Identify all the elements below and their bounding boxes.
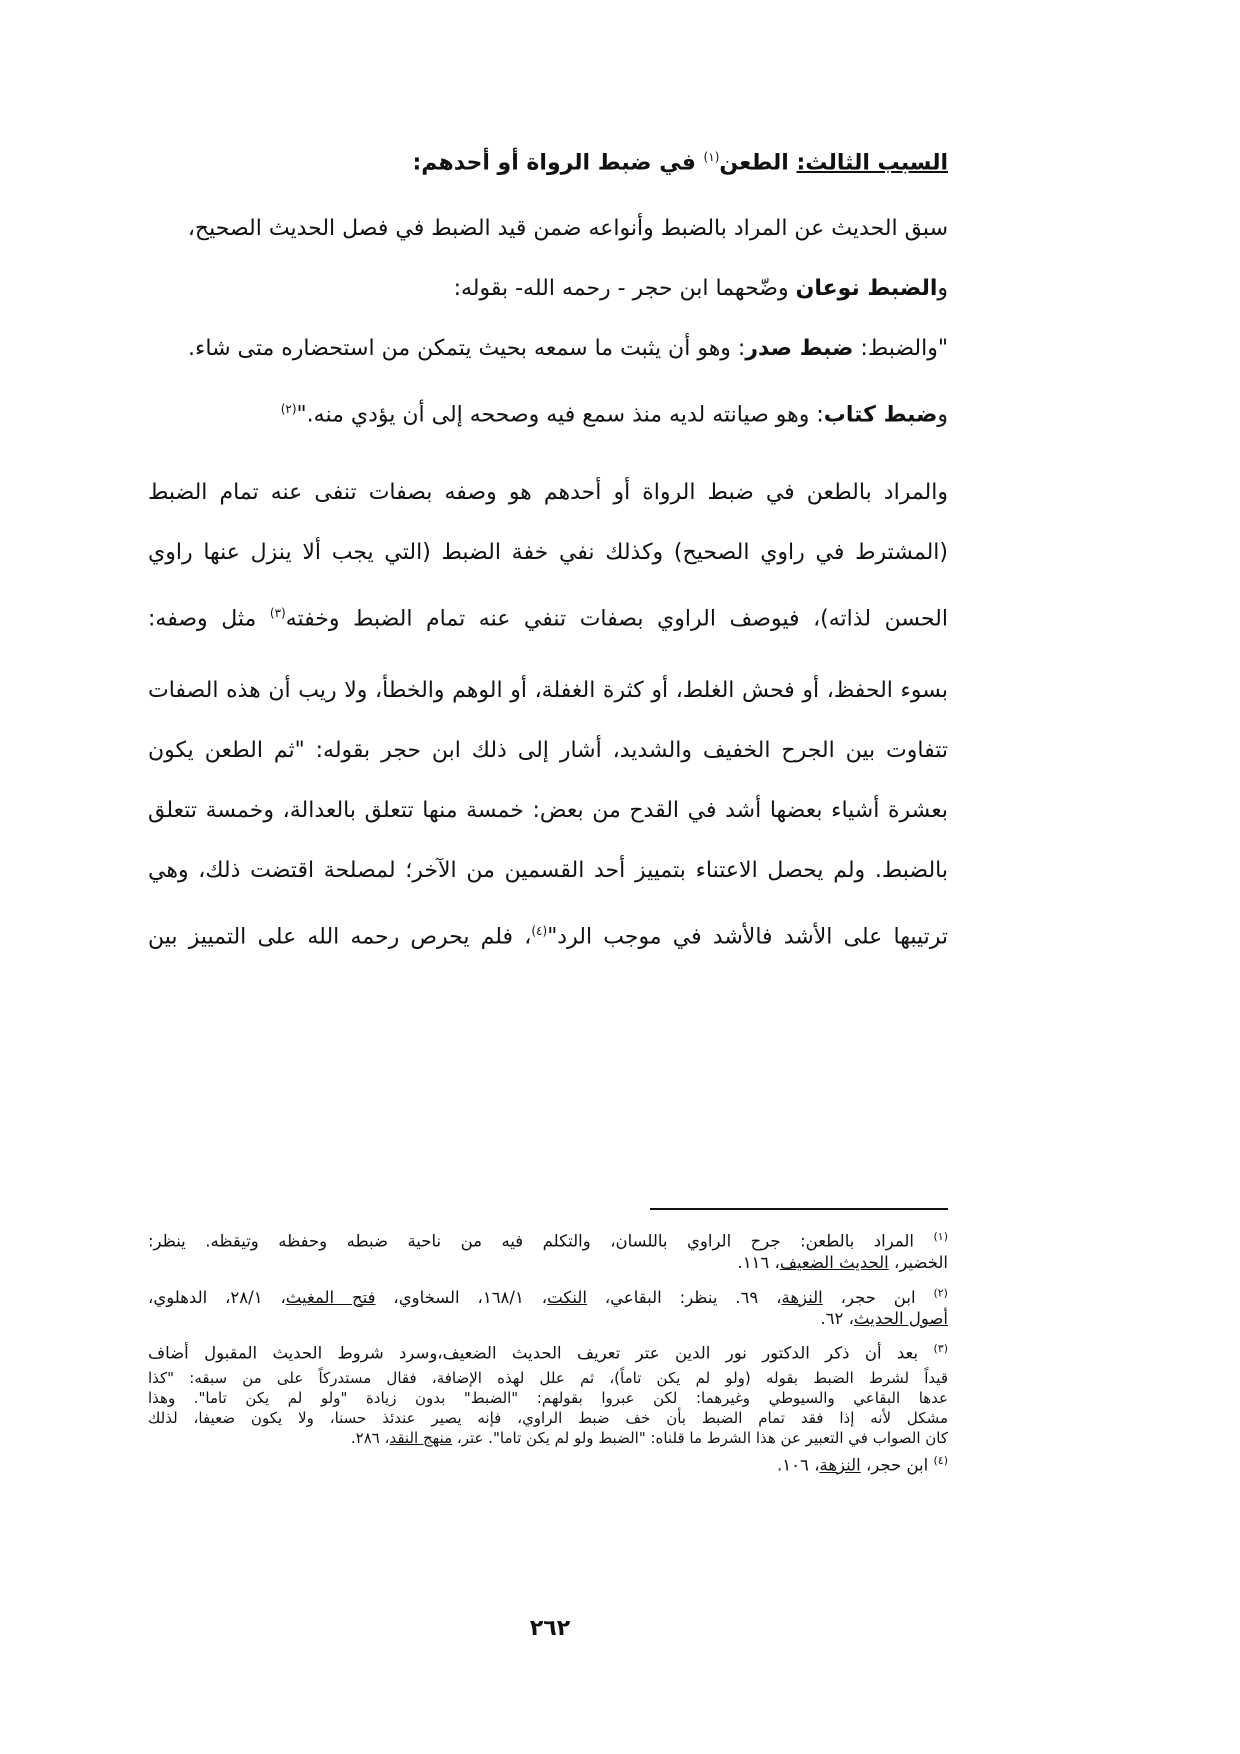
footnote-2-number: (٢) (933, 1286, 948, 1299)
footnote-4 (148, 1450, 948, 1477)
footnote-separator (650, 1208, 948, 1210)
footnote-1-page: ، ١١٦. (737, 1253, 780, 1272)
footnote-4-number: (٤) (933, 1454, 948, 1467)
para3-line5 (148, 916, 948, 952)
footnote-3-line2: قيداً لشرط الضبط بقوله (ولو لم يكن تاماً)، ثم علل لهذه الإضافة، فقال مستدركاً على من سبقه: "كذا (148, 1369, 948, 1387)
footnote-2-author1: ابن حجر، (822, 1287, 934, 1307)
footnote-3-line5-pre: كان الصواب في التعبير عن هذا الشرط ما قلناه: "الضبط ولو لم يكن تاما". عتر، (452, 1429, 948, 1447)
para1-line4-pre: و (937, 402, 948, 428)
footnote-1-text: المراد بالطعن: جرح الراوي باللسان، والتكلم فيه من ناحية ضبطه وحفظه وتيقظه. ينظر: (148, 1231, 934, 1251)
footnote-1-line1 (148, 1226, 948, 1253)
para3-line1: بسوء الحفظ، أو فحش الغلط، أو كثرة الغفلة، أو الوهم والخطأ، ولا ريب أن هذه الصفات (148, 678, 948, 703)
bold-term-dabt-sadr: ضبط صدر (745, 336, 854, 361)
para3-line3: بعشرة أشياء بعضها أشد في القدح من بعض: خمسة منها تتعلق بالعدالة، وخمسة تتعلق (148, 798, 948, 823)
footnote-2-ref3: ، ٢٨/١، الدهلوي، (148, 1287, 286, 1307)
footnote-3-text1: بعد أن ذكر الدكتور نور الدين عتر تعريف الحديث الضعيف،وسرد شروط الحديث المقبول أضاف (148, 1343, 934, 1363)
para2-line3 (148, 598, 948, 634)
footnote-2-book3: فتح المغيث (285, 1287, 376, 1307)
footnote-4-book: النزهة (819, 1455, 861, 1475)
para1-line3 (148, 334, 948, 364)
para2-line3-post: مثل وصفه: (148, 606, 270, 632)
para1-line4 (148, 394, 948, 430)
footnote-2-book1: النزهة (781, 1287, 823, 1307)
footnote-2-book4: أصول الحديث (853, 1309, 948, 1328)
para1-line4-post: : وهو صيانته لديه منذ سمع فيه وصححه إلى أن يؤدي منه." (296, 402, 824, 428)
para3-line4: بالضبط. ولم يحصل الاعتناء بتمييز أحد القسمين من الآخر؛ لمصلحة اقتضت ذلك، وهي (148, 858, 948, 883)
footnote-1-number: (١) (933, 1230, 948, 1243)
footnote-4-author: ابن حجر، (860, 1455, 934, 1475)
footnote-ref-2[interactable]: (٢) (280, 402, 297, 416)
footnote-3-page: ، ٢٨٦. (350, 1429, 390, 1447)
footnote-2-ref2: ، ١٦٨/١، السخاوي، (375, 1287, 548, 1307)
footnote-1-author: الخضير، (888, 1253, 948, 1272)
footnote-1-line2 (148, 1252, 948, 1274)
footnote-3-book: منهج النقد (389, 1429, 453, 1447)
footnote-2-line2 (148, 1308, 948, 1330)
footnote-3-line1 (148, 1338, 948, 1365)
para1-line3-post: : وهو أن يثبت ما سمعه بحيث يتمكن من استحضاره متى شاء. (188, 336, 746, 361)
para2-line3-pre: الحسن لذاته)، فيوصف الراوي بصفات تنفي عنه تمام الضبط وخفته (285, 606, 948, 632)
para3-line2: تتفاوت بين الجرح الخفيف والشديد، أشار إلى ذلك ابن حجر بقوله: "ثم الطعن يكون (148, 738, 948, 763)
para3-line5-pre: ترتيبها على الأشد فالأشد في موجب الرد" (547, 924, 948, 950)
footnote-ref-1[interactable]: (١) (703, 150, 720, 164)
bold-term-dabt-types: الضبط نوعان (795, 276, 938, 301)
para1-line2-pre: و (937, 276, 948, 301)
footnote-3-line4: مشكل لأنه إذا فقد تمام الضبط بأن خف ضبط الراوي، فإنه يصير عندئذ حسنا، ولا يكون ضعيفا، لذلك (148, 1409, 948, 1427)
bold-term-dabt-kitab: ضبط كتاب (823, 402, 938, 428)
para1-line2 (148, 274, 948, 304)
footnote-2-line1 (148, 1282, 948, 1309)
para2-line2: (المشترط في راوي الصحيح) وكذلك نفي خفة الضبط (التي يجب ألا ينزل عنها راوي (148, 540, 948, 565)
footnote-2-book2: النكت (547, 1287, 587, 1307)
footnote-4-page: ، ١٠٦. (777, 1455, 820, 1475)
footnote-3-number: (٣) (933, 1342, 948, 1355)
para1-line3-pre: "والضبط: (853, 336, 948, 361)
section-title-rest: في ضبط الرواة أو أحدهم: (412, 150, 704, 176)
para1-line2-post: وضّحهما ابن حجر - رحمه الله- بقوله: (453, 276, 796, 301)
section-title-term: الطعن (719, 150, 797, 176)
footnote-2-ref1: ، ٦٩. ينظر: البقاعي، (586, 1287, 782, 1307)
page-number: ٢٦٢ (529, 1616, 571, 1641)
footnote-3-line5 (148, 1428, 948, 1448)
para3-line5-post: ، فلم يحرص رحمه الله على التمييز بين (148, 924, 532, 950)
section-title-label: السبب الثالث: (796, 150, 948, 176)
para2-line1: والمراد بالطعن في ضبط الرواة أو أحدهم هو وصفه بصفات تنفى عنه تمام الضبط (148, 480, 948, 505)
footnote-3-line3: عدها البقاعي والسيوطي وغيرهما: لكن عبروا بقولهم: "الضبط" بدون زيادة "ولو لم يكن تاما". وهذا (148, 1389, 948, 1407)
footnote-ref-4[interactable]: (٤) (531, 924, 548, 938)
footnote-2-page4: ، ٦٢. (820, 1309, 854, 1328)
footnote-ref-3[interactable]: (٣) (269, 606, 286, 620)
footnote-1-book: الحديث الضعيف (779, 1253, 889, 1272)
section-title (148, 150, 948, 175)
para1-line1: سبق الحديث عن المراد بالضبط وأنواعه ضمن قيد الضبط في فصل الحديث الصحيح، (187, 216, 948, 241)
footnote-2-seg (148, 1288, 948, 1307)
